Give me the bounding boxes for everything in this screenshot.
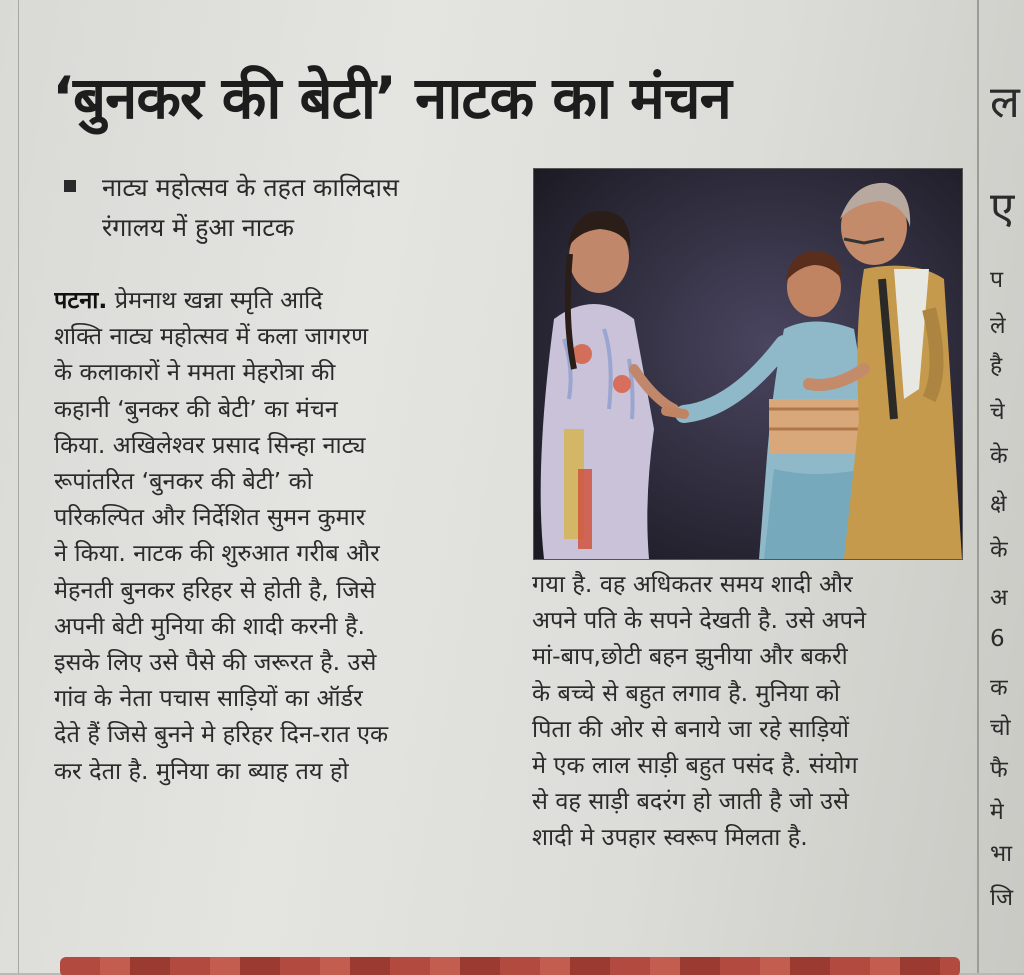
- fragment-text: है: [990, 353, 1003, 379]
- play-scene-photo: [533, 168, 963, 560]
- fragment-text: ले: [990, 313, 1006, 339]
- subhead-line: नाट्य महोत्सव के तहत कालिदास: [102, 173, 399, 202]
- fragment-text: ए: [990, 183, 1015, 234]
- article-line: के बच्चे से बहुत लगाव है. मुनिया को: [532, 678, 841, 707]
- fragment-text: क: [990, 675, 1008, 701]
- article-line-text: प्रेमनाथ खन्ना स्मृति आदि: [114, 286, 323, 314]
- subhead-bullet-icon: [64, 180, 76, 192]
- article-line: किया. अखिलेश्वर प्रसाद सिन्हा नाट्य: [54, 430, 366, 459]
- article-line: इसके लिए उसे पैसे की जरूरत है. उसे: [54, 648, 377, 677]
- column-divider-rule: [977, 0, 979, 973]
- article-line: कहानी ‘बुनकर की बेटी’ का मंचन: [54, 394, 338, 423]
- fragment-text: चे: [990, 399, 1005, 425]
- article-line: मां-बाप,छोटी बहन झुनीया और बकरी: [532, 642, 848, 671]
- left-margin-rule: [18, 0, 19, 973]
- article-line: गया है. वह अधिकतर समय शादी और: [532, 570, 853, 598]
- dateline: पटना.: [54, 286, 108, 314]
- article-line: मे एक लाल साड़ी बहुत पसंद है. संयोग: [532, 751, 858, 780]
- article-column-1: [54, 282, 494, 789]
- article-line: पिता की ओर से बनाये जा रहे साड़ियों: [532, 714, 850, 743]
- article-line: गांव के नेता पचास साड़ियों का ऑर्डर: [54, 684, 363, 713]
- article-subhead: [64, 168, 514, 248]
- fragment-text: भा: [990, 841, 1013, 867]
- article-line: से वह साड़ी बदरंग हो जाती है जो उसे: [532, 787, 849, 816]
- article-line: अपनी बेटी मुनिया की शादी करनी है.: [54, 611, 366, 640]
- fragment-text: प: [990, 267, 1004, 293]
- fragment-text: चो: [990, 715, 1011, 741]
- fragment-text: अ: [990, 585, 1008, 611]
- fragment-text: मे: [990, 799, 1004, 825]
- article-line: कर देता है. मुनिया का ब्याह तय हो: [54, 756, 349, 785]
- stage-scene-illustration: [534, 169, 962, 559]
- fragment-text: फै: [990, 757, 1008, 783]
- fragment-text: ल: [990, 77, 1020, 128]
- article-headline: ‘बुनकर की बेटी’ नाटक का मंचन: [52, 64, 731, 132]
- fragment-text: 6: [990, 626, 1005, 652]
- fragment-text: जि: [990, 885, 1014, 911]
- article-line: [54, 282, 494, 318]
- article-line: ने किया. नाटक की शुरुआत गरीब और: [54, 539, 380, 568]
- fragment-text: के: [990, 537, 1008, 563]
- article-line: शादी मे उपहार स्वरूप मिलता है.: [532, 823, 808, 852]
- article-line: अपने पति के सपने देखती है. उसे अपने: [532, 606, 867, 635]
- next-article-headline-cropped: [60, 945, 960, 975]
- subhead-line: रंगालय में हुआ नाटक: [102, 213, 294, 242]
- article-line: देते हैं जिसे बुनने मे हरिहर दिन-रात एक: [54, 720, 389, 749]
- cropped-red-headline: [60, 957, 960, 975]
- article-line: के कलाकारों ने ममता मेहरोत्रा की: [54, 358, 336, 387]
- article-line: परिकल्पित और निर्देशित सुमन कुमार: [54, 503, 366, 532]
- article-line: रूपांतरित ‘बुनकर की बेटी’ को: [54, 467, 313, 496]
- fragment-text: के: [990, 443, 1008, 469]
- article-column-2: [532, 566, 962, 856]
- article-line: शक्ति नाट्य महोत्सव में कला जागरण: [54, 322, 369, 351]
- fragment-text: क्षे: [990, 491, 1007, 517]
- article-line: मेहनती बुनकर हरिहर से होती है, जिसे: [54, 575, 376, 604]
